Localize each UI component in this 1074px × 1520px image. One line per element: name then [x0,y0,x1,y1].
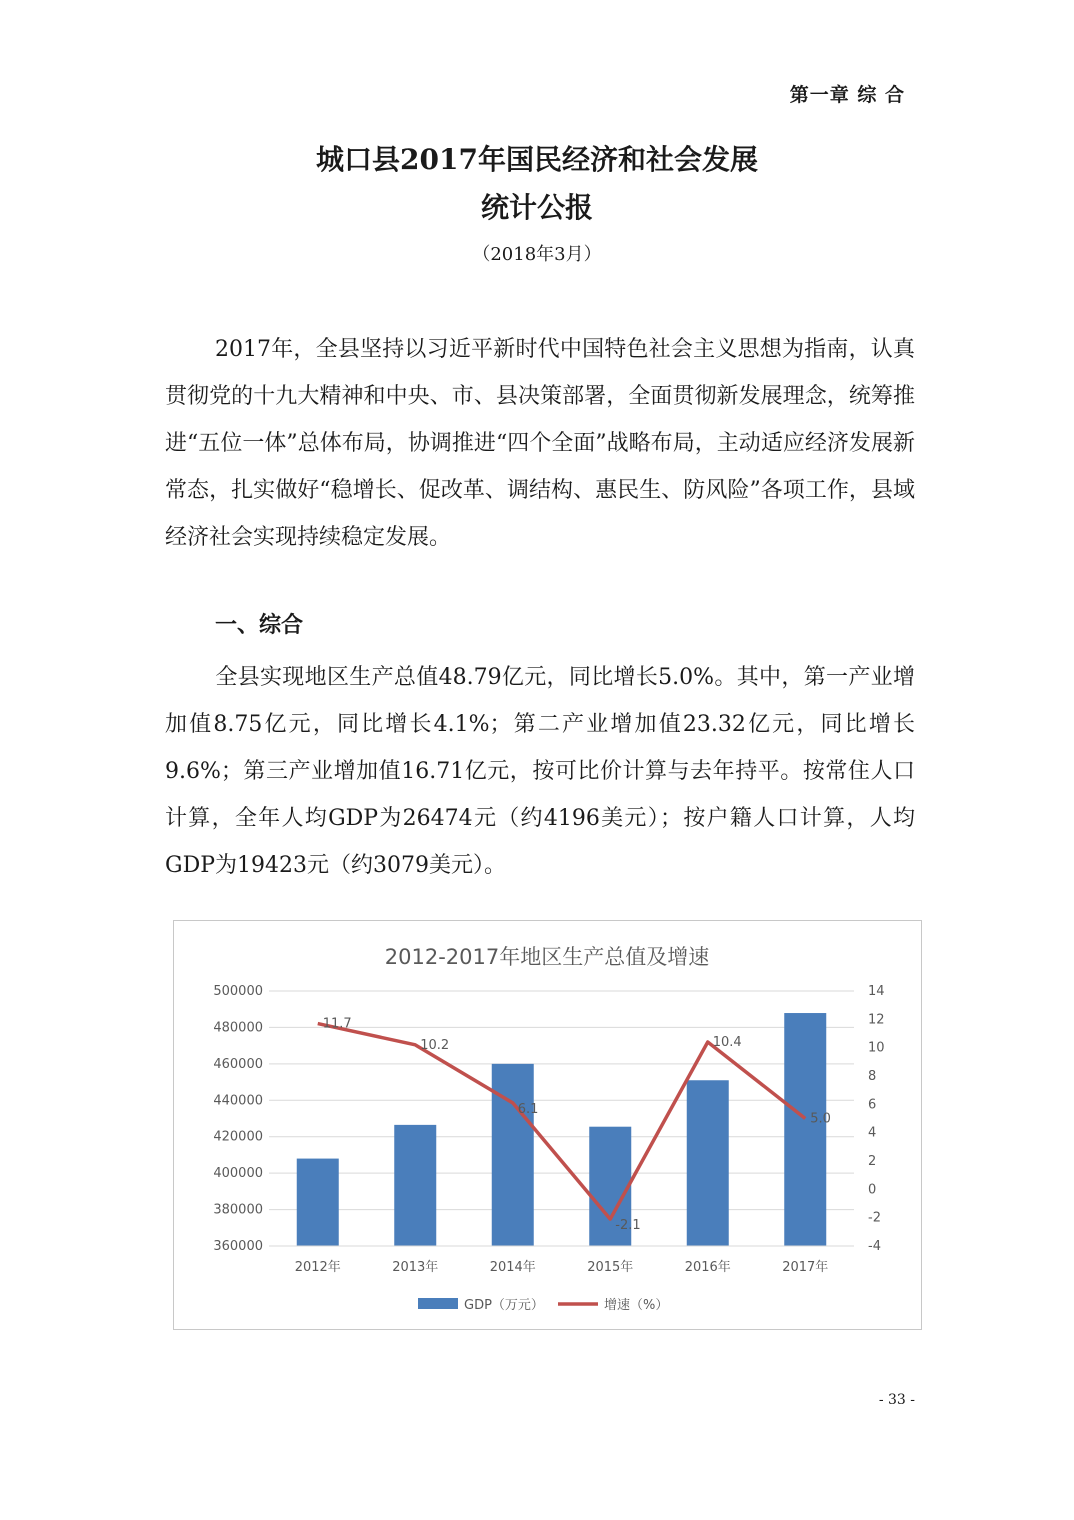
section-paragraph [165,654,915,889]
left-axis-tick-label: 400000 [213,1166,263,1182]
left-axis-tick-label: 440000 [213,1093,263,1109]
x-axis-tick-label: 2015年 [587,1260,634,1275]
left-axis-tick-label: 380000 [213,1202,263,1218]
chart-title: 2012-2017年地区生产总值及增速 [384,945,710,969]
growth-rate-data-label: 10.4 [712,1035,742,1050]
legend-rate-label: 增速（%） [604,1298,669,1313]
left-axis-tick-label: 420000 [213,1129,263,1145]
growth-rate-data-label: -2.1 [615,1218,641,1234]
legend-gdp-label: GDP（万元） [464,1298,544,1313]
x-axis-tick-label: 2016年 [684,1260,731,1275]
gdp-bar [394,1125,436,1246]
right-axis-tick-label: 8 [868,1069,877,1084]
gdp-chart-svg [174,921,921,1329]
gdp-bar [784,1013,826,1246]
page-number: - 33 - [878,1392,915,1408]
right-axis-tick-label: 6 [868,1097,877,1113]
right-axis-tick-label: 10 [868,1040,885,1056]
gdp-bar [687,1080,729,1246]
x-axis-tick-label: 2012年 [294,1260,341,1275]
intro-text: 2017年，全县坚持以习近平新时代中国特色社会主义思想为指南，认真贯彻党的十九大精神和中央、市、县决策部署，全面贯彻新发展理念，统筹推进“五位一体”总体布局，协调推进“四个全面”战略布局，主动适应经济发展新常态，扎实做好“稳增长、促改革、调结构、惠民生、防风险”各项工作，县域经济社会实现持续稳定发展。 [165,337,915,550]
gdp-bar [297,1159,339,1246]
x-axis-tick-label: 2014年 [489,1260,536,1275]
gdp-chart [173,920,922,1330]
right-axis-tick-label: -2 [868,1210,881,1226]
left-axis-tick-label: 460000 [213,1056,263,1072]
x-axis-tick-label: 2017年 [782,1260,829,1275]
left-axis-tick-label: 480000 [213,1020,263,1036]
right-axis-tick-label: 4 [868,1125,877,1141]
gdp-bar [492,1064,534,1246]
growth-rate-data-label: 10.2 [420,1037,450,1053]
right-axis-tick-label: 0 [868,1182,877,1198]
right-axis-tick-label: -4 [868,1239,881,1254]
section-text: 全县实现地区生产总值48.79亿元，同比增长5.0%。其中，第一产业增加值8.75亿元，同比增长4.1%；第二产业增加值23.32亿元，同比增长9.6%；第三产业增加值16.71亿元，按可比价计算与去年持平。按常住人口计算，全年人均GDP为26474元（约4196美元）；按户籍人口计算，人均GDP为19423元（约3079美元）。 [165,665,915,878]
right-axis-tick-label: 14 [868,984,885,999]
section-heading: 一、综合 [215,613,304,638]
right-axis-tick-label: 12 [868,1012,885,1028]
right-axis-tick-label: 2 [868,1154,877,1169]
growth-rate-line [318,1024,806,1220]
growth-rate-data-label: 6.1 [517,1101,539,1117]
document-date: （2018年3月） [472,244,602,265]
growth-rate-data-label: 5.0 [810,1111,831,1127]
left-axis-tick-label: 360000 [213,1239,263,1254]
legend-gdp-swatch [418,1298,458,1309]
intro-paragraph [165,326,915,561]
growth-rate-data-label: 11.7 [322,1016,352,1032]
document-title-line2: 统计公报 [480,191,593,224]
x-axis-tick-label: 2013年 [392,1260,439,1275]
document-title-line1: 城口县2017年国民经济和社会发展 [316,143,758,176]
chapter-header: 第一章 综 合 [789,84,905,106]
left-axis-tick-label: 500000 [213,984,263,999]
